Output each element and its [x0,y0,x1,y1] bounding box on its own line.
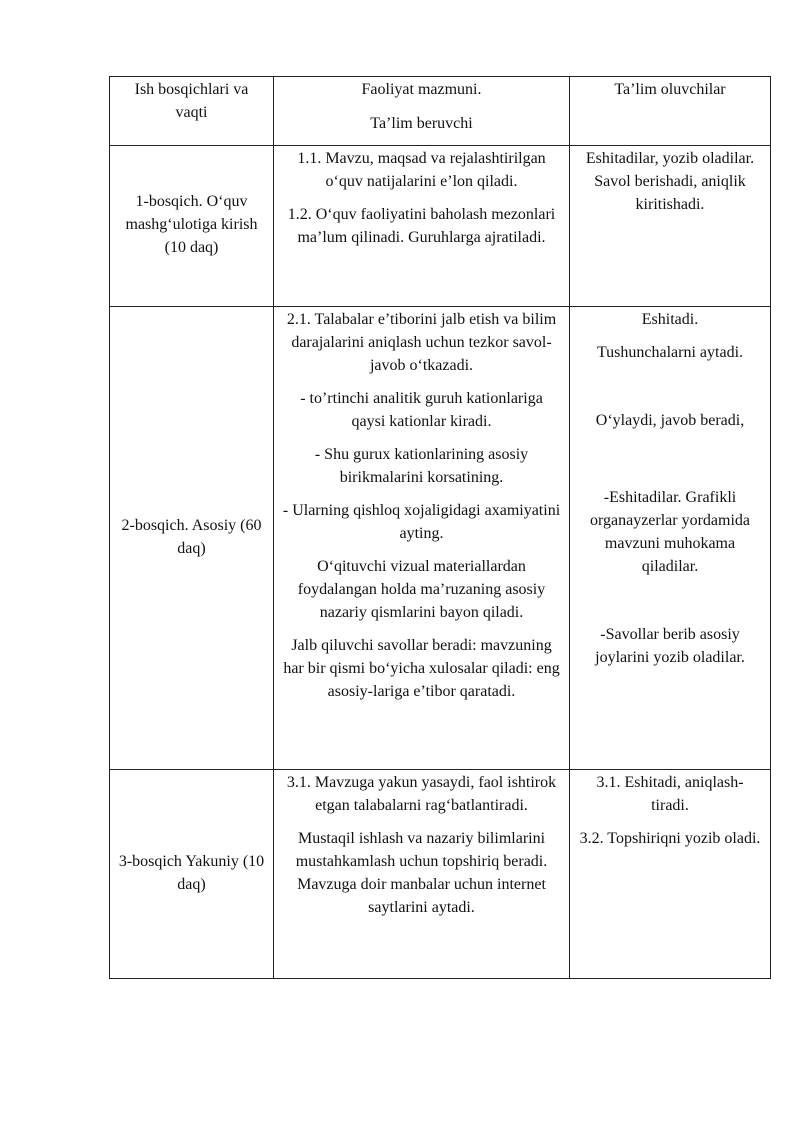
header-cell-activity [274,77,570,146]
teacher-text: - Ularning qishloq xojaligidagi axamiyatini ayting. [282,502,561,542]
students-text: Tushunchalarni aytadi. [596,344,744,361]
table-row [110,770,771,979]
teacher-text: 2.1. Talabalar e’tiborini jalb etish va bilim darajalarini aniqlash uchun tezkor savol-javob o‘tkazadi. [286,311,557,374]
teacher-text: - Shu gurux kationlarining asosiy birikmalarini korsatining. [314,446,529,486]
teacher-cell [274,146,570,307]
teacher-text: O‘qituvchi vizual materiallardan foydalangan holda ma’ruzaning asosiy nazariy qismlarini bayon qiladi. [297,558,546,621]
stage-cell [110,770,274,979]
students-cell [570,770,771,979]
students-text: Eshitadilar, yozib oladilar. Savol berishadi, aniqlik kiritishadi. [585,150,755,213]
lesson-plan-table [109,76,771,979]
stage-text: 1-bosqich. O‘quv mashg‘ulotiga kirish (10 daq) [125,193,258,256]
header-cell-stages [110,77,274,146]
students-text: O‘ylaydi, javob beradi, [595,412,745,429]
students-text: -Savollar berib asosiy joylarini yozib oladilar. [595,626,745,666]
teacher-text: 1.2. O‘quv faoliyatini baholash mezonlari ma’lum qilinadi. Guruhlarga ajratiladi. [287,206,556,246]
header-stages-text: Ish bosqichlari va vaqti [134,81,249,121]
stage-cell [110,146,274,307]
students-text: 3.2. Topshiriqni yozib oladi. [579,830,761,847]
table-row [110,307,771,770]
header-students-text: Ta’lim oluvchilar [614,81,726,98]
teacher-text: Mustaqil ishlash va nazariy bilimlarini mustahkamlash uchun topshiriq beradi. Mavzuga doir manbalar uchun internet saytlarini aytadi. [295,830,548,916]
table-header-row [110,77,771,146]
teacher-text: 3.1. Mavzuga yakun yasaydi, faol ishtirok etgan talabalarni rag‘batlantiradi. [286,774,557,814]
teacher-cell [274,307,570,770]
students-text: -Eshitadilar. Grafikli organayzerlar yordamida mavzuni muhokama qiladilar. [589,489,751,575]
teacher-text: - to’rtinchi analitik guruh kationlariga qaysi kationlar kiradi. [300,390,543,430]
table-row [110,146,771,307]
students-cell [570,146,771,307]
students-text: Eshitadi. [641,311,699,328]
stage-text: 3-bosqich Yakuniy (10 daq) [118,852,265,893]
header-activity-text: Faoliyat mazmuni. [361,81,482,98]
teacher-text: 1.1. Mavzu, maqsad va rejalashtirilgan o‘quv natijalarini e’lon qiladi. [297,150,546,190]
teacher-cell [274,770,570,979]
students-text: 3.1. Eshitadi, aniqlash-tiradi. [596,774,744,814]
stage-cell [110,307,274,770]
header-cell-students [570,77,771,146]
teacher-text: Jalb qiluvchi savollar beradi: mavzuning har bir qismi bo‘yicha xulosalar qiladi: eng asosiy-lariga e’tibor qaratadi. [283,637,560,700]
stage-text: 2-bosqich. Asosiy (60 daq) [121,516,262,557]
header-teacher-text: Ta’lim beruvchi [370,115,473,132]
students-cell [570,307,771,770]
